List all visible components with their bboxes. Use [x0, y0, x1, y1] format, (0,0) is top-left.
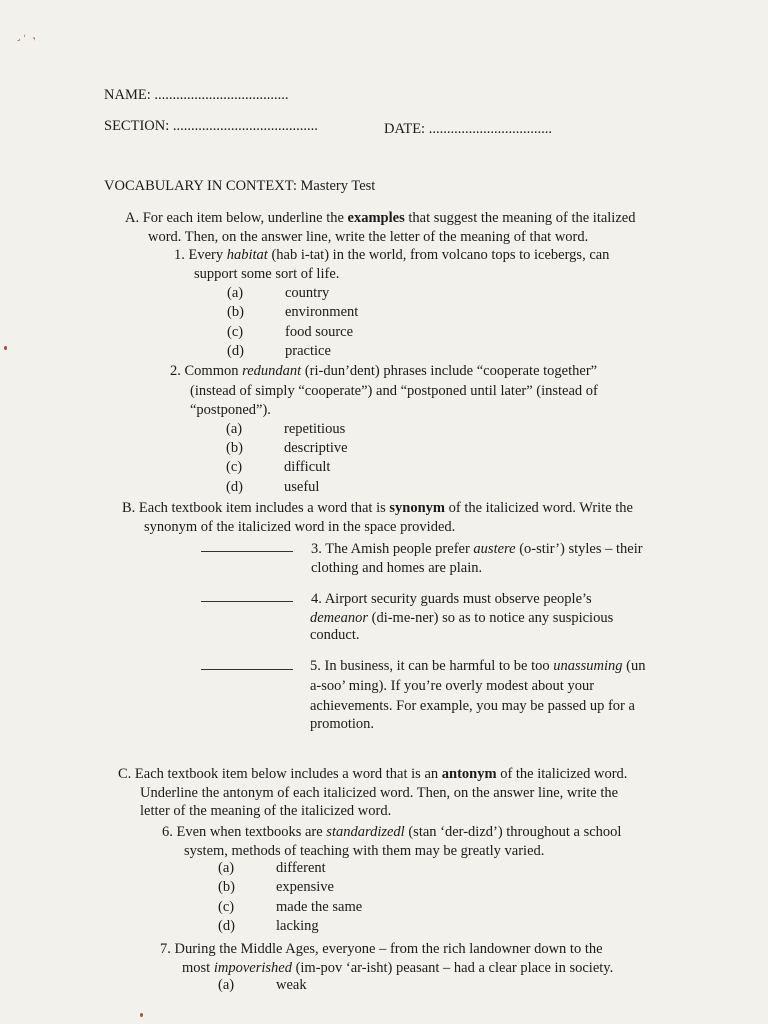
question-7-stem: 7. During the Middle Ages, everyone – from the rich landowner down to the	[160, 941, 603, 957]
question-7-stem-line2: most impoverished (im-pov ‘ar-isht) peasant – had a clear place in society.	[182, 960, 614, 976]
question-2-stem-line3: “postponed”).	[190, 402, 271, 418]
answer-line-3[interactable]	[201, 551, 293, 552]
section-field: SECTION: ........................................	[104, 118, 318, 134]
option-text: environment	[285, 304, 359, 320]
stray-dot	[4, 346, 7, 350]
part-b-instruction: B. Each textbook item includes a word that is synonym of the italicized word. Write the	[122, 500, 633, 516]
question-5-stem-line2: a-soo’ ming). If you’re overly modest about your	[310, 678, 595, 694]
question-3-stem: 3. The Amish people prefer austere (o-stir’) styles – their	[311, 541, 643, 557]
question-4-stem: 4. Airport security guards must observe people’s	[311, 591, 592, 607]
option-letter: (d)	[218, 918, 235, 934]
question-2-stem-line2: (instead of simply “cooperate”) and “postponed until later” (instead of	[190, 383, 598, 399]
question-4-stem-line2: demeanor (di-me-ner) so as to notice any suspicious	[310, 610, 614, 626]
option-text: useful	[284, 479, 320, 495]
question-5-stem: 5. In business, it can be harmful to be too unassuming (un	[310, 658, 646, 674]
name-field: NAME: .....................................	[104, 87, 289, 103]
part-a-instruction-line2: word. Then, on the answer line, write the letter of the meaning of that word.	[148, 229, 589, 245]
option-text: repetitious	[284, 421, 346, 437]
option-letter: (a)	[227, 285, 244, 301]
question-1-stem: 1. Every habitat (hab i-tat) in the world, from volcano tops to icebergs, can	[174, 247, 610, 263]
answer-line-5[interactable]	[201, 669, 293, 670]
part-b-instruction-line2: synonym of the italicized word in the space provided.	[144, 519, 456, 535]
option-letter: (a)	[226, 421, 243, 437]
option-text: descriptive	[284, 440, 348, 456]
option-text: different	[276, 860, 326, 876]
page-title: VOCABULARY IN CONTEXT: Mastery Test	[104, 178, 376, 194]
date-field: DATE: ..................................	[384, 121, 552, 137]
option-letter: (b)	[218, 879, 235, 895]
question-6-stem-line2: system, methods of teaching with them may be greatly varied.	[184, 843, 545, 859]
option-letter: (d)	[226, 479, 243, 495]
part-c-instruction-line2: Underline the antonym of each italicized word. Then, on the answer line, write the	[140, 785, 619, 801]
part-c-instruction-line3: letter of the meaning of the italicized word.	[140, 803, 392, 819]
option-letter: (d)	[227, 343, 244, 359]
option-text: difficult	[284, 459, 331, 475]
stray-mark: ˘ ´ ,	[15, 28, 38, 50]
question-4-stem-line3: conduct.	[310, 627, 360, 643]
option-letter: (b)	[226, 440, 243, 456]
option-letter: (a)	[218, 977, 235, 993]
option-letter: (c)	[226, 459, 243, 475]
question-5-stem-line4: promotion.	[310, 716, 375, 732]
option-text: weak	[276, 977, 307, 993]
part-a-instruction: A. For each item below, underline the examples that suggest the meaning of the italized	[125, 210, 636, 226]
option-text: country	[285, 285, 330, 301]
option-letter: (c)	[227, 324, 244, 340]
option-text: expensive	[276, 879, 334, 895]
answer-line-4[interactable]	[201, 601, 293, 602]
stray-dot	[140, 1013, 143, 1017]
question-6-stem: 6. Even when textbooks are standardizedl (stan ‘der-dizd’) throughout a school	[162, 824, 622, 840]
option-letter: (b)	[227, 304, 244, 320]
option-text: lacking	[276, 918, 319, 934]
question-1-stem-line2: support some sort of life.	[194, 266, 340, 282]
part-c-instruction: C. Each textbook item below includes a word that is an antonym of the italicized word.	[118, 766, 628, 782]
option-text: food source	[285, 324, 354, 340]
option-letter: (a)	[218, 860, 235, 876]
option-text: practice	[285, 343, 331, 359]
question-5-stem-line3: achievements. For example, you may be passed up for a	[310, 698, 635, 714]
option-letter: (c)	[218, 899, 235, 915]
question-3-stem-line2: clothing and homes are plain.	[311, 560, 483, 576]
option-text: made the same	[276, 899, 363, 915]
question-2-stem: 2. Common redundant (ri-dun’dent) phrases include “cooperate together”	[170, 363, 598, 379]
